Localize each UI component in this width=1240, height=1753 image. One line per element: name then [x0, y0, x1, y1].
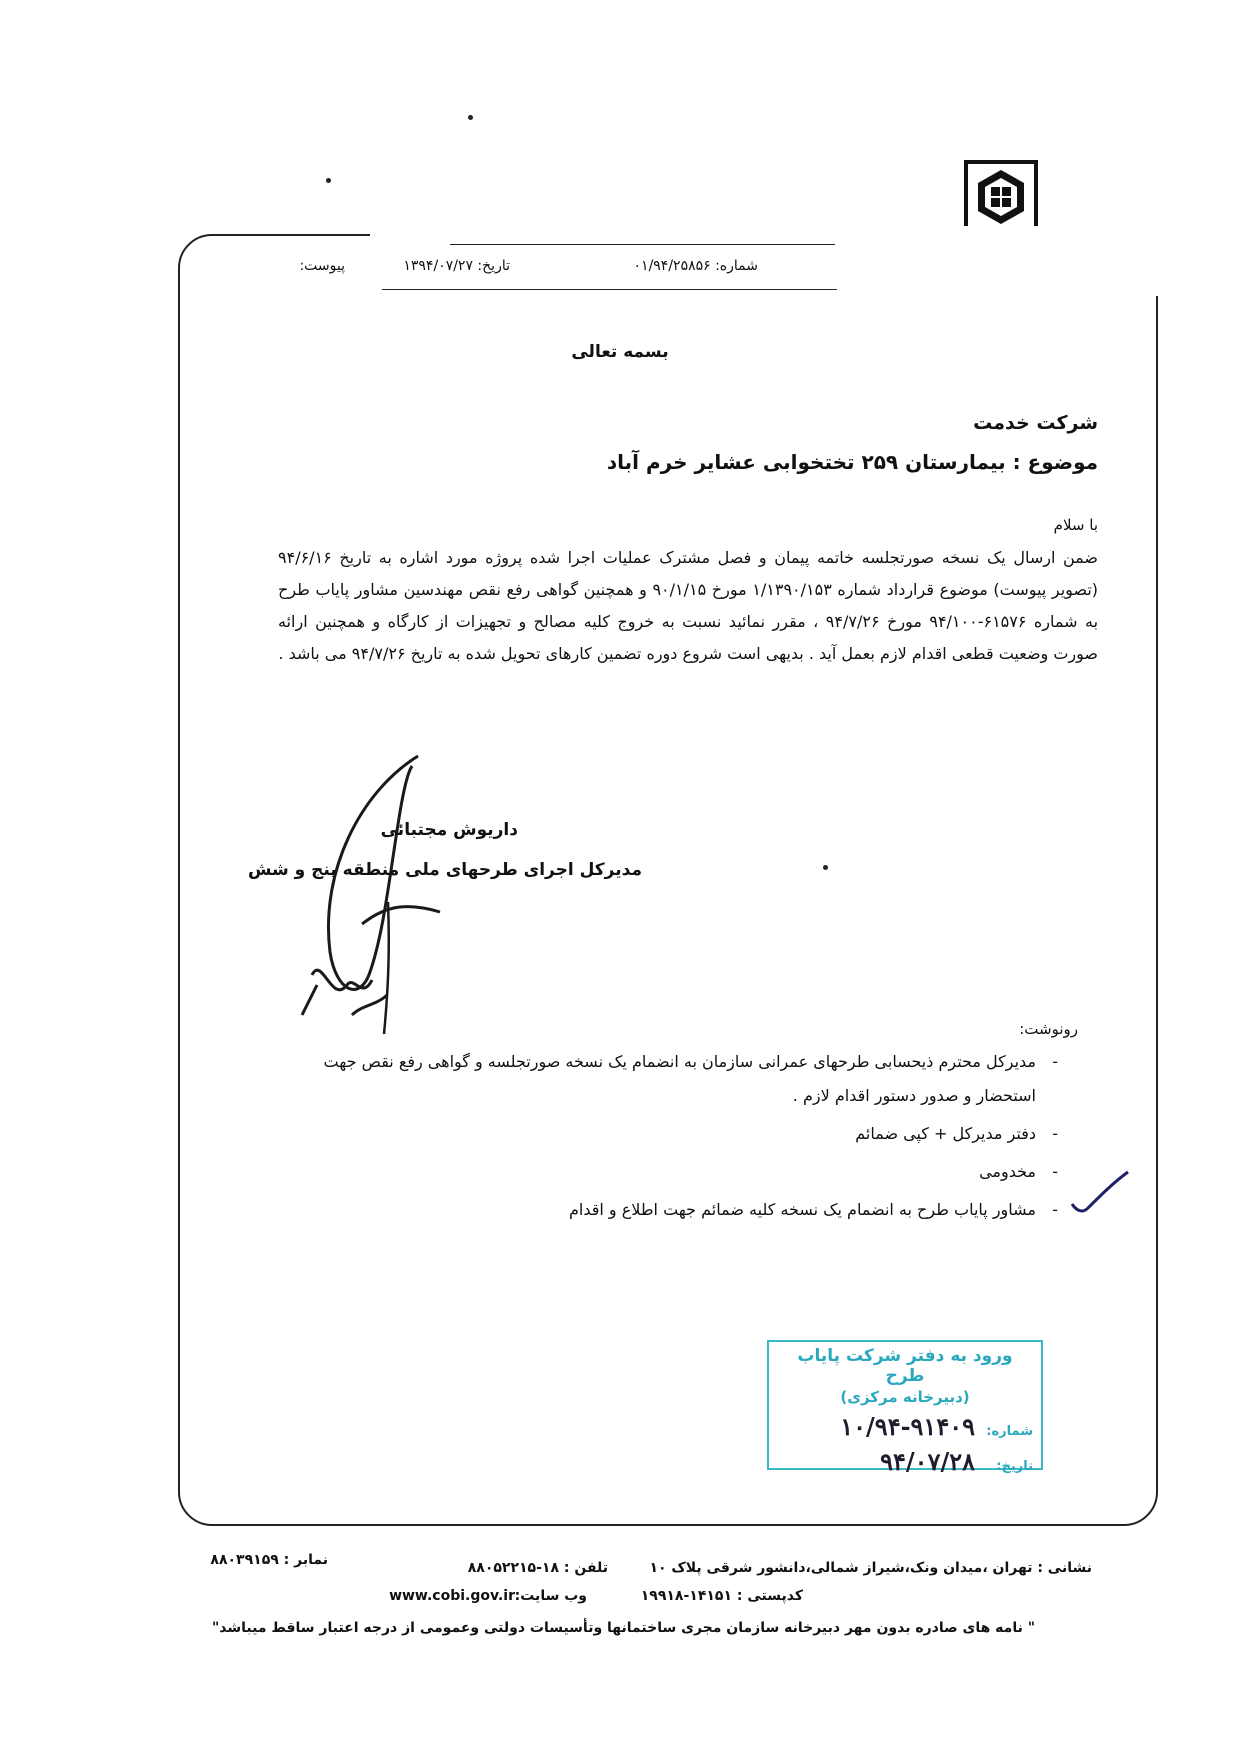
footer-phone: تلفن : ۱۸-۸۸۰۵۲۲۱۵: [467, 1560, 608, 1576]
footer-address: نشانی : تهران ،میدان ونک،شیراز شمالی،دانشور شرقی پلاک ۱۰: [649, 1560, 1092, 1576]
checkmark-icon: [1068, 1168, 1132, 1216]
footer-fax: نمابر : ۸۸۰۳۹۱۵۹: [210, 1552, 328, 1568]
scan-speck: [468, 115, 473, 120]
stamp-number-value: ۱۰/۹۴-۹۱۴۰۹: [840, 1412, 975, 1441]
body-paragraph: ضمن ارسال یک نسخه صورتجلسه خاتمه پیمان و فصل مشترک عملیات اجرا شده پروژه مورد اشاره به تاریخ ۹۴/۶/۱۶ (تصویر پیوست) موضوع قرارداد شماره ۱/۱۳۹۰/۱۵۳ مورخ ۹۰/۱/۱۵ و همچنین گواهی رفع نقص مهندسین مشاور پایاب طرح به شماره ۶۱۵۷۶-۹۴/۱۰۰ مورخ ۹۴/۷/۲۶ ، مقرر نمائید نسبت به خروج کلیه مصالح و تجهیزات از کارگاه و همچنین ارائه صورت وضعیت قطعی اقدام لازم بعمل آید . بدیهی است شروع دوره تضمین کارهای تحویل شده به تاریخ ۹۴/۷/۲۶ می باشد .: [278, 548, 1099, 663]
stamp-title: ورود به دفتر شرکت پایاب طرح: [797, 1346, 1013, 1386]
header-divider-top: [450, 244, 835, 245]
stamp-subtitle: (دبیرخانه مرکزی): [840, 1388, 970, 1406]
cc-item: - مشاور پایاب طرح به انضمام یک نسخه کلیه ضمائم جهت اطلاع و اقدام: [268, 1193, 1058, 1227]
ministry-logo-icon: [964, 160, 1038, 234]
footer-validity-note: " نامه های صادره بدون مهر دبیرخانه سازمان مجری ساختمانها وتأسیسات دولتی وعمومی از درجه اعتبار ساقط میباشد": [212, 1620, 1035, 1636]
scan-speck: [823, 865, 828, 870]
letter-date: تاریخ: ۱۳۹۴/۰۷/۲۷: [403, 258, 510, 274]
cc-list: [268, 1045, 1058, 1231]
footer-postal-code: کدپستی : ۱۴۱۵۱-۱۹۹۱۸: [640, 1588, 803, 1604]
stamp-date-value: ۹۴/۰۷/۲۸: [880, 1447, 975, 1476]
cc-label: رونوشت:: [1019, 1020, 1078, 1038]
recipient: شرکت خدمت: [973, 412, 1098, 434]
signatory-name: داریوش مجتبائی: [380, 820, 518, 840]
greeting: با سلام: [1053, 516, 1098, 534]
stamp-number-label: شماره:: [986, 1424, 1033, 1439]
subject: موضوع : بیمارستان ۲۵۹ تختخوابی عشایر خرم آباد: [606, 450, 1098, 474]
scan-speck: [326, 178, 331, 183]
letter-number: شماره: ۰۱/۹۴/۲۵۸۵۶: [633, 258, 758, 274]
stamp-date-label: تاریخ:: [996, 1459, 1033, 1474]
letter-heading: بسمه تعالی: [571, 342, 669, 362]
attachment-label: پیوست:: [299, 258, 345, 274]
footer-website-link[interactable]: www.cobi.gov.ir: [389, 1588, 515, 1604]
letter-body: [278, 542, 1098, 670]
cc-item: - مخدومی: [268, 1155, 1058, 1189]
initials-mark: [292, 945, 402, 1035]
receipt-stamp: [767, 1340, 1043, 1476]
header-divider-bottom: [382, 289, 837, 290]
cc-item: - دفتر مدیرکل + کپی ضمائم: [268, 1117, 1058, 1151]
signatory-title: مدیرکل اجرای طرحهای ملی منطقه پنج و شش: [247, 860, 642, 880]
footer-website-label: وب سایت:: [514, 1588, 587, 1604]
cc-item: - مدیرکل محترم ذیحسابی طرحهای عمرانی سازمان به انضمام یک نسخه صورتجلسه و گواهی رفع نقص جهت استحضار و صدور دستور اقدام لازم .: [268, 1045, 1058, 1113]
